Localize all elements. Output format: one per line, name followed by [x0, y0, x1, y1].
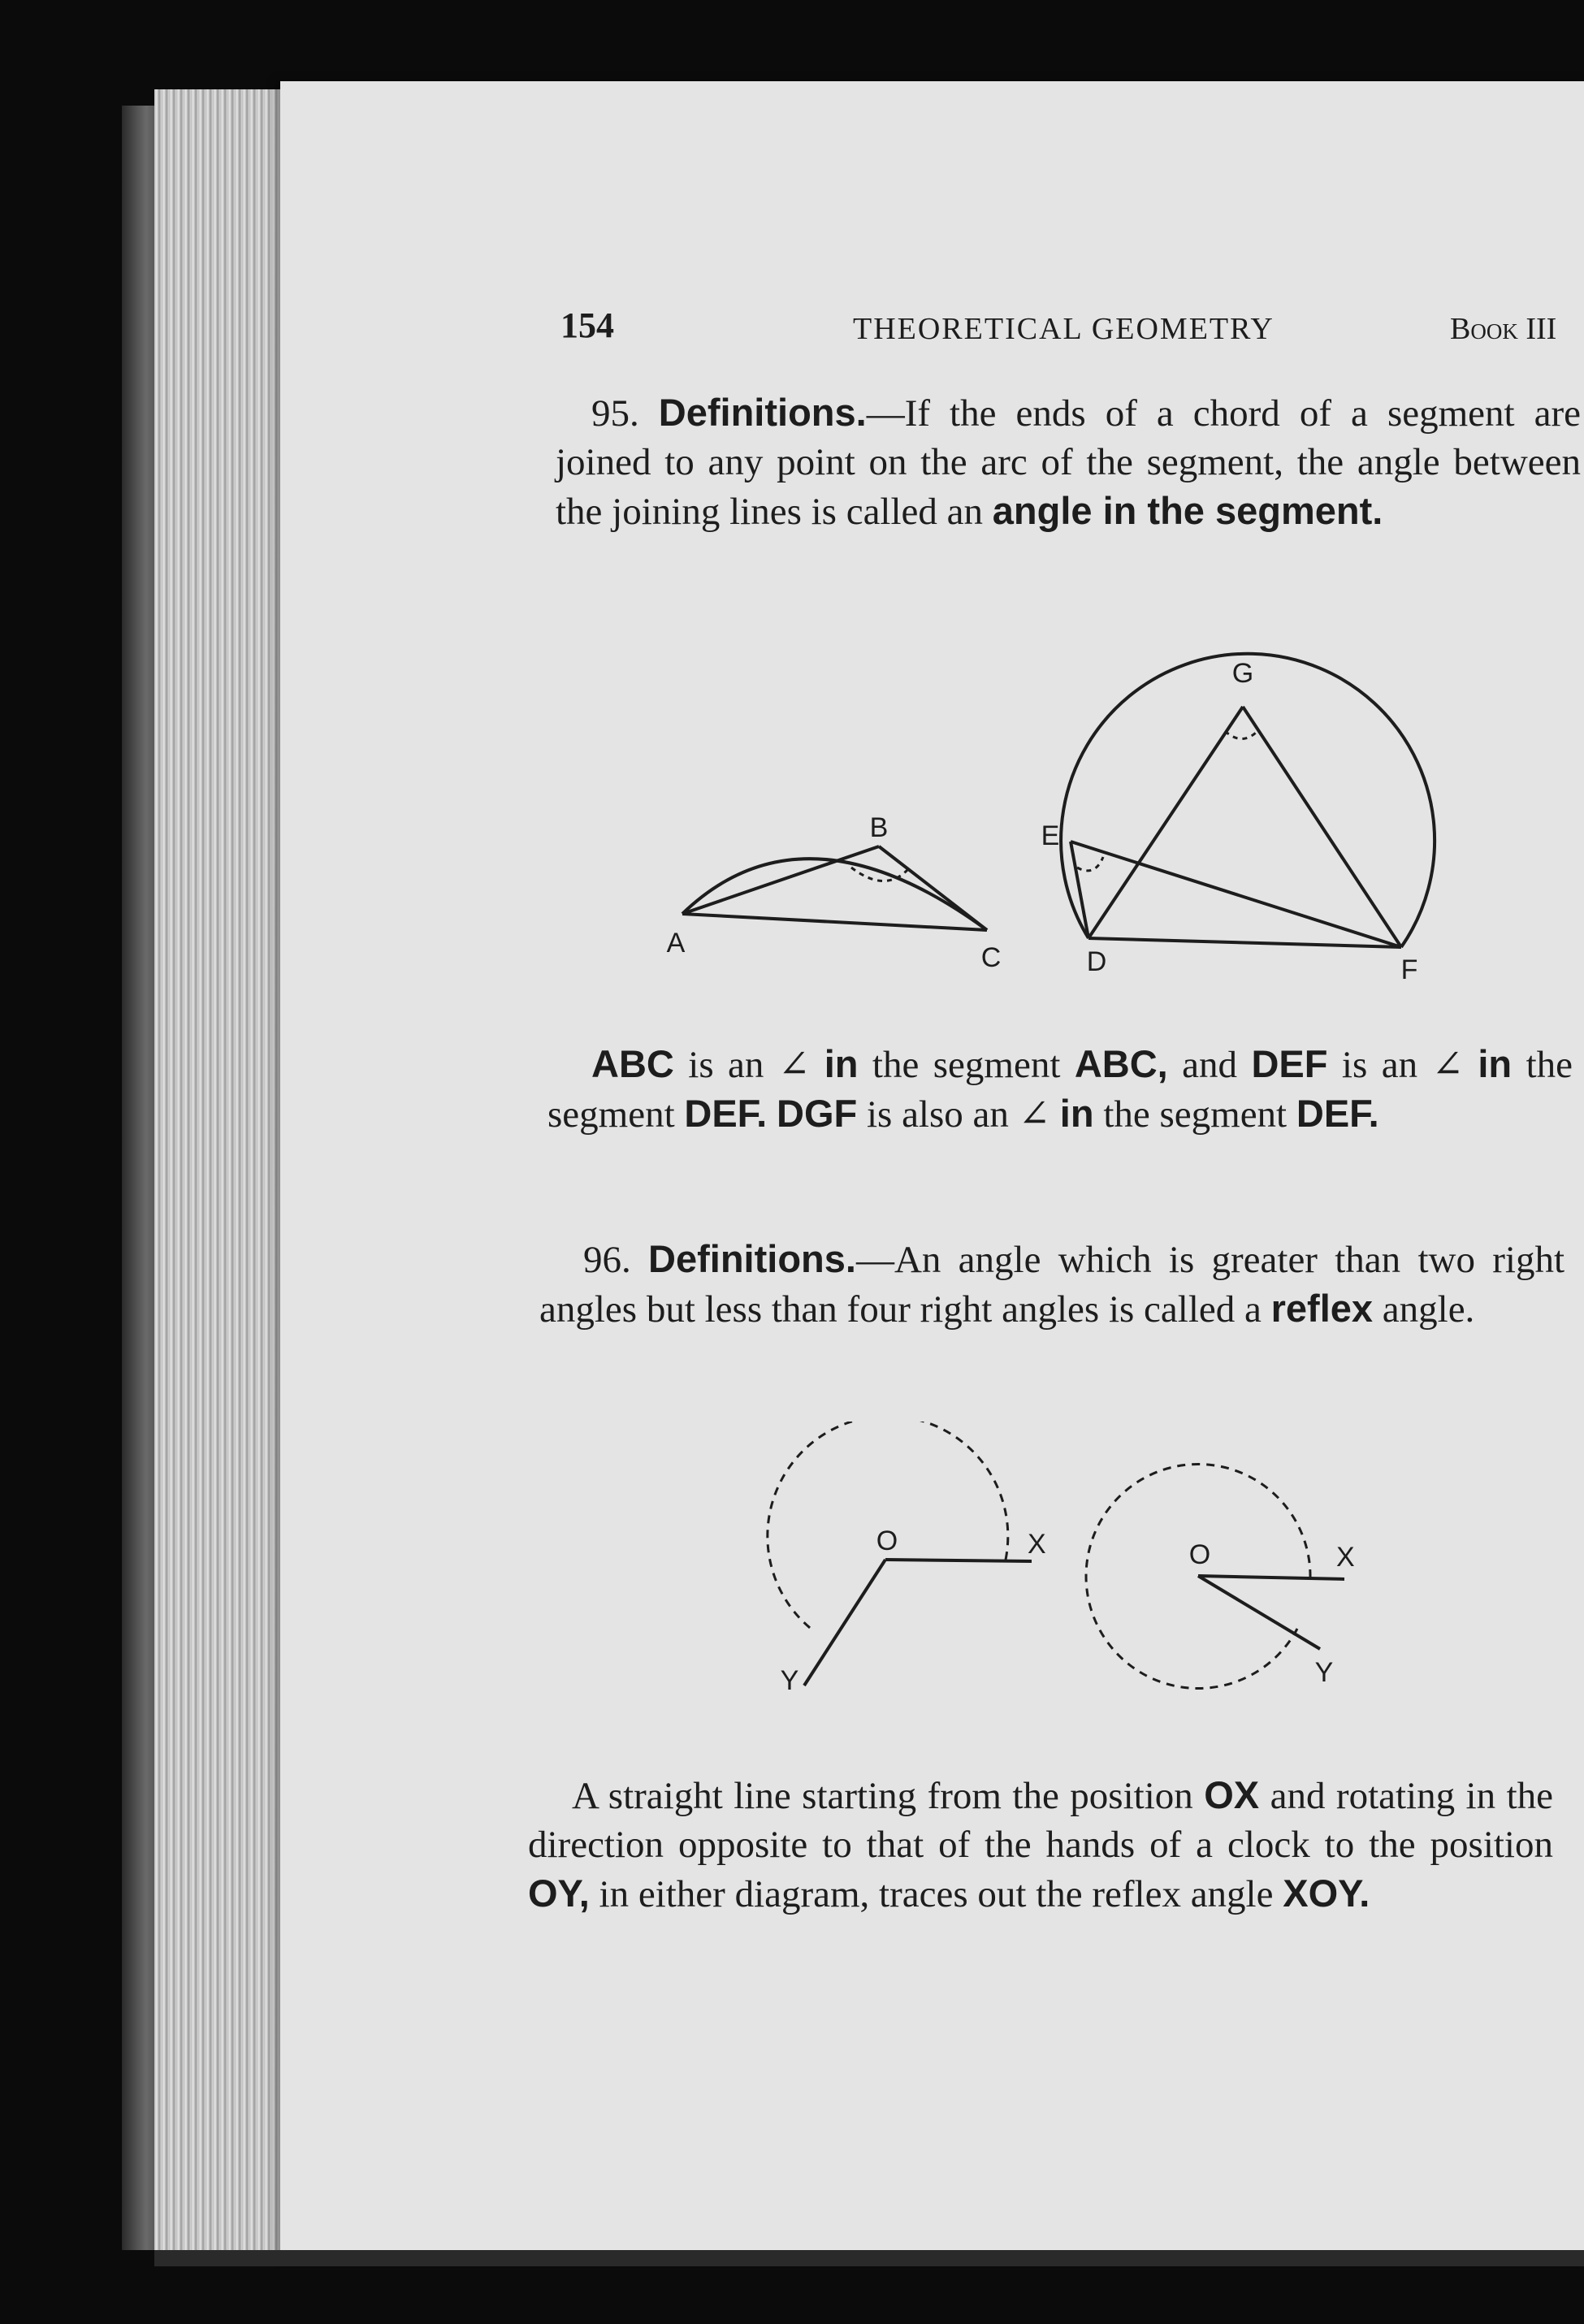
label-f: F	[1400, 954, 1418, 985]
arc-def	[1061, 654, 1435, 947]
caption-term: XOY.	[1283, 1872, 1370, 1915]
label-x-left: X	[1028, 1529, 1046, 1560]
caption-term: DEF.	[1296, 1092, 1379, 1135]
label-e: E	[1041, 820, 1060, 851]
label-g: G	[1231, 658, 1254, 689]
caption-text: and	[1167, 1044, 1252, 1086]
label-y-right: Y	[1314, 1657, 1334, 1688]
caption-text: is an ∠	[673, 1044, 824, 1086]
caption-text: the segment	[858, 1044, 1075, 1086]
figure-1-caption	[547, 1040, 1573, 1139]
caption-term: in	[824, 1042, 859, 1085]
angle-mark-e	[1077, 857, 1103, 871]
reflex-angle-figure	[747, 1422, 1397, 1714]
page-bottom-shadow	[154, 2250, 1584, 2266]
caption-term: OY,	[528, 1872, 590, 1915]
running-header	[560, 305, 1584, 353]
figure-2-caption	[528, 1771, 1553, 1919]
line-bc	[879, 846, 987, 930]
section-number: 95.	[591, 392, 639, 435]
section-96-paragraph	[539, 1235, 1565, 1334]
ray-ox-right	[1198, 1576, 1344, 1579]
caption-text: A straight line starting from the position	[572, 1775, 1205, 1817]
chord-df	[1088, 938, 1401, 947]
caption-term: in	[1059, 1092, 1094, 1135]
label-y-left: Y	[780, 1665, 799, 1696]
caption-text: the segment	[547, 1044, 1573, 1136]
book-label: Book III	[1450, 312, 1557, 346]
caption-term: DGF	[777, 1092, 858, 1135]
ray-oy-right	[1198, 1576, 1320, 1649]
page-number: 154	[560, 305, 614, 345]
caption-text: and rotating in the direction opposite to that of the hands of a clock to the position	[528, 1775, 1553, 1866]
angle-mark-g	[1225, 729, 1259, 739]
running-title: THEORETICAL GEOMETRY	[853, 312, 1275, 346]
section-number: 96.	[583, 1239, 631, 1281]
line-ef	[1071, 842, 1401, 947]
ray-ox-left	[885, 1560, 1032, 1561]
caption-term: OX	[1204, 1773, 1260, 1816]
label-c: C	[980, 942, 1002, 973]
label-o-right: O	[1188, 1539, 1211, 1570]
caption-term: DEF.	[684, 1092, 768, 1135]
chord-ac	[682, 914, 987, 930]
caption-term: ABC	[591, 1042, 674, 1085]
section-95-paragraph	[556, 388, 1581, 536]
section-heading: Definitions.	[658, 391, 867, 434]
definition-text: angle.	[1373, 1288, 1475, 1331]
defined-term: reflex	[1270, 1287, 1374, 1330]
caption-text	[767, 1093, 777, 1136]
definition-text: —If the ends of a chord of a segment are joined to any point on the arc of the segment, the angle between the joining lines is called an	[556, 392, 1581, 533]
label-x-right: X	[1336, 1542, 1355, 1573]
segment-angle-figure	[650, 634, 1462, 1007]
caption-text: in either diagram, traces out the reflex angle	[589, 1873, 1283, 1915]
line-ab	[682, 846, 879, 914]
caption-term: in	[1478, 1042, 1513, 1085]
line-gf	[1243, 707, 1401, 947]
label-d: D	[1086, 946, 1107, 977]
line-dg	[1088, 707, 1243, 938]
ray-oy-left	[804, 1560, 885, 1686]
caption-text: the segment	[1093, 1093, 1296, 1136]
caption-text: is an ∠	[1327, 1044, 1478, 1086]
section-heading: Definitions.	[648, 1237, 856, 1280]
label-o-left: O	[876, 1526, 898, 1556]
caption-term: ABC,	[1074, 1042, 1168, 1085]
caption-text: is also an ∠	[857, 1093, 1060, 1136]
defined-term: angle in the segment.	[992, 489, 1383, 532]
definition-text: —An angle which is greater than two right angles but less than four right angles is called a	[539, 1239, 1565, 1331]
label-a: A	[666, 928, 686, 959]
caption-term: DEF	[1251, 1042, 1328, 1085]
label-b: B	[869, 812, 889, 843]
